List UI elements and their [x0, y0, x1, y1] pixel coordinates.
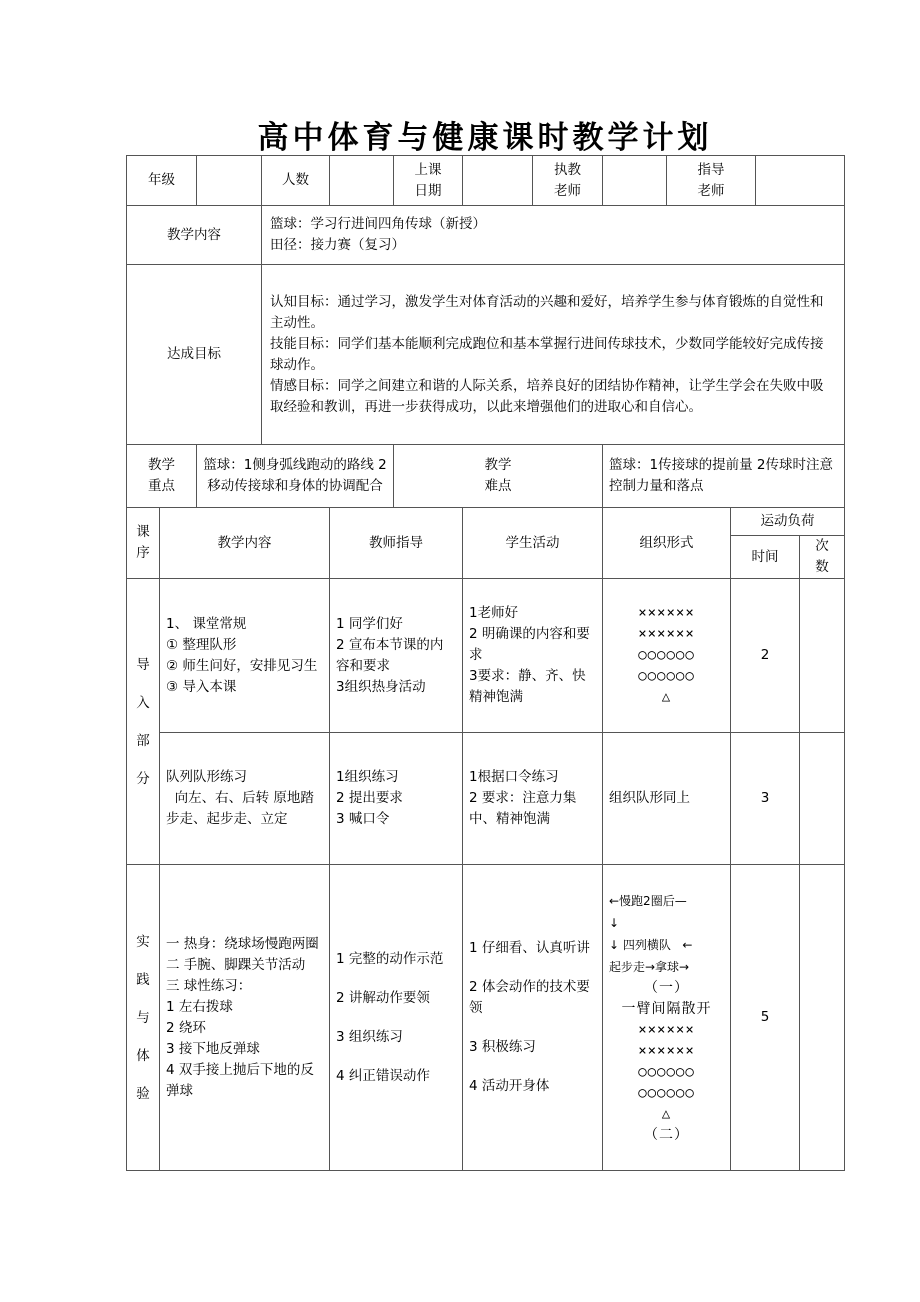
- run-route-diagram: ←慢跑2圈后— ↓ ↓ 四列横队 ← 起步走→拿球→: [609, 893, 693, 974]
- row3-time: 5: [731, 865, 800, 1171]
- section-label-intro: 导 入 部 分: [127, 579, 160, 865]
- col-teacher: 教师指导: [330, 508, 463, 579]
- row1-times: [800, 579, 845, 733]
- table-row: [127, 865, 845, 1171]
- table-row: [127, 733, 845, 865]
- teacher-value: [603, 156, 667, 206]
- col-order: 课序: [127, 508, 160, 579]
- keypoints-row: [127, 445, 845, 508]
- row2-teacher: 1组织练习 2 提出要求 3 喊口令: [330, 733, 463, 865]
- row1-content: 1、 课堂常规 ① 整理队形 ② 师生问好，安排见习生 ③ 导入本课: [160, 579, 330, 733]
- date-value: [463, 156, 533, 206]
- col-times: 次数: [800, 536, 845, 579]
- count-label: 人数: [262, 156, 330, 206]
- advisor-label: 指导 老师: [667, 156, 756, 206]
- grade-value: [197, 156, 262, 206]
- goals-row: [127, 265, 845, 445]
- goals-label: 达成目标: [127, 265, 262, 445]
- col-org: 组织形式: [603, 508, 731, 579]
- content-text: 篮球：学习行进间四角传球（新授） 田径：接力赛（复习）: [262, 206, 845, 265]
- section-label-practice: 实 践 与 体 验: [127, 865, 160, 1171]
- col-student: 学生活动: [463, 508, 603, 579]
- row2-time: 3: [731, 733, 800, 865]
- col-time: 时间: [731, 536, 800, 579]
- col-load: 运动负荷: [731, 508, 845, 536]
- date-label: 上课 日期: [394, 156, 463, 206]
- row3-content: 一 热身：绕球场慢跑两圈 二 手腕、脚踝关节活动 三 球性练习： 1 左右拨球 2 绕环 3 接下地反弹球 4 双手接上抛后下地的反弹球: [160, 865, 330, 1171]
- row3-teacher: 1 完整的动作示范 2 讲解动作要领 3 组织练习 4 纠正错误动作: [330, 865, 463, 1171]
- content-row: [127, 206, 845, 265]
- column-header-row: [127, 508, 845, 536]
- row3-formation: [603, 865, 731, 1171]
- page-title: 高中体育与健康课时教学计划: [257, 120, 713, 156]
- grade-label: 年级: [127, 156, 197, 206]
- content-label: 教学内容: [127, 206, 262, 265]
- formation-diagram: （一） 一臂间隔散开 ×××××× ×××××× ○○○○○○ ○○○○○○ △ （二）: [621, 979, 712, 1143]
- row1-formation: ×××××× ×××××× ○○○○○○ ○○○○○○ △: [603, 579, 731, 733]
- row2-content: 队列队形练习 向左、右、后转 原地踏步走、起步走、立定: [160, 733, 330, 865]
- count-value: [330, 156, 394, 206]
- row3-times: [800, 865, 845, 1171]
- teacher-label: 执教 老师: [533, 156, 603, 206]
- table-row: [127, 579, 845, 733]
- row2-formation: 组织队形同上: [603, 733, 731, 865]
- difficulty-label: 教学 难点: [394, 445, 603, 508]
- lesson-plan-table: [126, 155, 845, 1171]
- keypoints-label: 教学 重点: [127, 445, 197, 508]
- advisor-value: [756, 156, 845, 206]
- row2-times: [800, 733, 845, 865]
- row3-student: 1 仔细看、认真听讲 2 体会动作的技术要领 3 积极练习 4 活动开身体: [463, 865, 603, 1171]
- goals-text: 认知目标：通过学习，激发学生对体育活动的兴趣和爱好，培养学生参与体育锻炼的自觉性和主动性。 技能目标：同学们基本能顺利完成跑位和基本掌握行进间传球技术，少数同学能较好完成传接球动作。 情感目标：同学之间建立和谐的人际关系，培养良好的团结协作精神，让学生学会在失败中吸取经验和教训，再进一步获得成功，以此来增强他们的进取心和自信心。: [262, 265, 845, 445]
- keypoints-text: 篮球：1侧身弧线跑动的路线 2移动传接球和身体的协调配合: [197, 445, 394, 508]
- header-row: [127, 156, 845, 206]
- col-content: 教学内容: [160, 508, 330, 579]
- difficulty-text: 篮球：1传接球的提前量 2传球时注意控制力量和落点: [603, 445, 845, 508]
- row1-teacher: 1 同学们好 2 宣布本节课的内容和要求 3组织热身活动: [330, 579, 463, 733]
- row1-time: 2: [731, 579, 800, 733]
- row2-student: 1根据口令练习 2 要求：注意力集中、精神饱满: [463, 733, 603, 865]
- row1-student: 1老师好 2 明确课的内容和要求 3要求：静、齐、快 精神饱满: [463, 579, 603, 733]
